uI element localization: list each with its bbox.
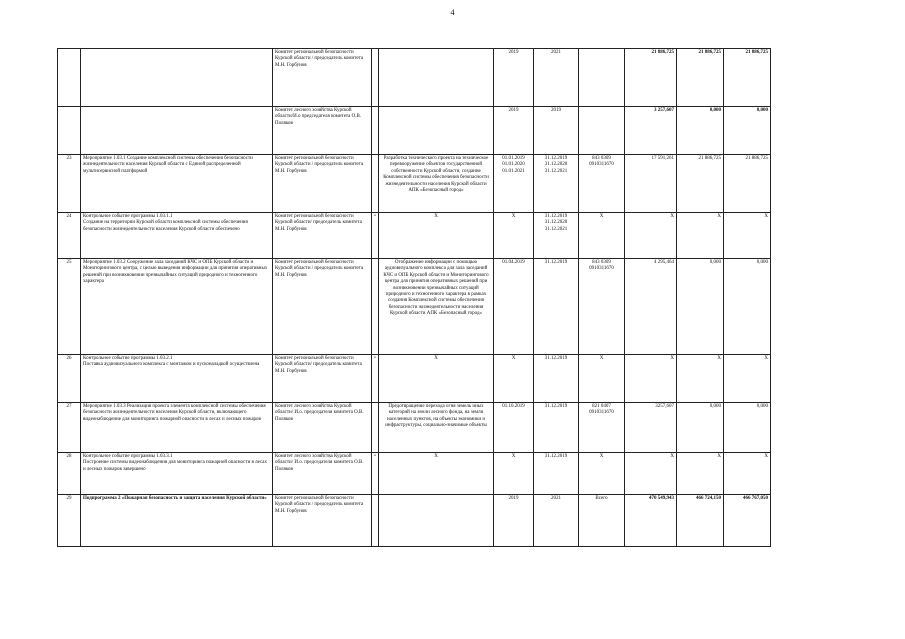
- event-name: Подпрограмма 2 «Пожарная безопасность и защита населения Курской области»: [81, 495, 273, 547]
- start-date: 2019: [494, 495, 534, 547]
- budget-code: Всего: [579, 495, 625, 547]
- value-2019: X: [625, 213, 677, 259]
- responsible-executor: Комитет лесного хозяйства Курской области/И.о председателя комитета О.В. Поляков: [273, 107, 372, 155]
- program-table: [57, 48, 771, 547]
- budget-code: 843 0309 0910311670: [579, 259, 625, 355]
- event-name: Мероприятие 1.03.3 Реализация проекта элемента комплексной системы обеспечения безопасности жизнедеятельности населения Курской области, включающего видеонаблюдение для мониторинга пожарной опасности в лесах и лесных пожаров: [81, 403, 273, 453]
- end-date: 31.12.2019: [534, 259, 579, 355]
- end-date: 31.12.2019: [534, 355, 579, 403]
- value-2021: 0,000: [724, 259, 771, 355]
- value-2019: X: [625, 453, 677, 495]
- expected-result: [379, 49, 494, 107]
- budget-code: X: [579, 213, 625, 259]
- start-date: X: [494, 453, 534, 495]
- value-2020: 21 886,725: [677, 155, 724, 213]
- responsible-executor: Комитет лесного хозяйства Курской области/ И.о. председателя комитета О.В. Поляков: [273, 403, 372, 453]
- row-number: 23: [58, 155, 81, 213]
- event-name: Мероприятие 1.03.2 Сооружение зала заседаний КЧС и ОПБ Курской области и Мониторингового центра, с целью выведения информации для принятия оперативных решений при возникновении чрезвычайных ситуаций природного и техногенного характера: [81, 259, 273, 355]
- row-number: 26: [58, 355, 81, 403]
- end-date: 31.12.2019: [534, 453, 579, 495]
- value-2019: 470 549,943: [625, 495, 677, 547]
- budget-code: X: [579, 355, 625, 403]
- responsible-executor: Комитет региональной безопасности Курской области / председатель комитета М.Н. Горбунов: [273, 495, 372, 547]
- value-2019: X: [625, 355, 677, 403]
- value-2020: 0,000: [677, 107, 724, 155]
- value-2020: 21 886,725: [677, 49, 724, 107]
- value-2020: X: [677, 355, 724, 403]
- event-name: Контрольное событие программы 1.03.3.1 Построение системы видеонаблюдения для мониторинга пожарной опасности в лесах и лесных пожаров завершено: [81, 453, 273, 495]
- end-date: 2021: [534, 495, 579, 547]
- control-mark: •: [372, 453, 379, 495]
- event-name: [81, 49, 273, 107]
- expected-result: X: [379, 213, 494, 259]
- table-row: [58, 453, 771, 495]
- table-row: [58, 49, 771, 107]
- value-2019: 4 295,464: [625, 259, 677, 355]
- table-row: [58, 155, 771, 213]
- value-2021: 0,000: [724, 107, 771, 155]
- value-2021: 0,000: [724, 403, 771, 453]
- event-name: [81, 107, 273, 155]
- row-number: 24: [58, 213, 81, 259]
- control-mark: •: [372, 213, 379, 259]
- value-2020: X: [677, 213, 724, 259]
- value-2019: 3257,607: [625, 403, 677, 453]
- table-row: [58, 213, 771, 259]
- control-mark: [372, 495, 379, 547]
- event-name: Контрольное событие программы 1.03.1.1 Создание на территории Курской области комплексной системы обеспечения безопасности жизнедеятельности населения Курской области обеспечено: [81, 213, 273, 259]
- budget-code: X: [579, 453, 625, 495]
- start-date: 01.04.2019: [494, 259, 534, 355]
- row-number: 29: [58, 495, 81, 547]
- value-2019: 3 257,607: [625, 107, 677, 155]
- end-date: 31.12.2019 31.12.2020 31.12.2021: [534, 213, 579, 259]
- end-date: 2021: [534, 49, 579, 107]
- value-2019: 17 591,261: [625, 155, 677, 213]
- control-mark: •: [372, 355, 379, 403]
- expected-result: [379, 107, 494, 155]
- end-date: 31.12.2019: [534, 403, 579, 453]
- value-2021: X: [724, 213, 771, 259]
- expected-result: Отображение информации с помощью аудиовизуального комплекса для зала заседаний КЧС и ОПБ Курской области и Мониторингового центра для принятия оперативных решений при возникновении чрезвычайных ситуаций природного и техногенного характера в рамках создания Комплексной системы обеспечения безопасности жизнедеятельности населения Курской области АПК «Безопасный город»: [379, 259, 494, 355]
- responsible-executor: Комитет региональной безопасности Курской области / председатель комитета М.Н. Горбунов: [273, 259, 372, 355]
- table-row: [58, 107, 771, 155]
- control-mark: [372, 155, 379, 213]
- expected-result: X: [379, 453, 494, 495]
- page-number: 4: [450, 8, 455, 17]
- end-date: 31.12.2019 31.12.2020 31.12.2021: [534, 155, 579, 213]
- responsible-executor: Комитет региональной безопасности Курской области/ председатель комитета М.Н. Горбунов: [273, 213, 372, 259]
- start-date: 2019: [494, 107, 534, 155]
- value-2020: 466 724,150: [677, 495, 724, 547]
- value-2020: 0,000: [677, 403, 724, 453]
- value-2019: 21 886,725: [625, 49, 677, 107]
- expected-result: Предотвращение перехода огня земель иных категорий на земли лесного фонда, на земли населенных пунктов, на объекты экономики и инфраструктуры, социально-значимые объекты: [379, 403, 494, 453]
- row-number: [58, 107, 81, 155]
- control-mark: [372, 49, 379, 107]
- value-2021: X: [724, 453, 771, 495]
- expected-result: Разработка технического проекта на техническое перевооружение объектов государственной собственности Курской области, создание Комплексной системы обеспечения безопасности жизнедеятельности населения Курской области АПК «Безопасный город»: [379, 155, 494, 213]
- start-date: X: [494, 355, 534, 403]
- row-number: 28: [58, 453, 81, 495]
- start-date: 01.10.2019: [494, 403, 534, 453]
- responsible-executor: Комитет региональной безопасности Курской области / председатель комитета М.Н. Горбунов: [273, 49, 372, 107]
- end-date: 2019: [534, 107, 579, 155]
- row-number: 25: [58, 259, 81, 355]
- start-date: 2019: [494, 49, 534, 107]
- budget-code: [579, 107, 625, 155]
- start-date: X: [494, 213, 534, 259]
- budget-code: 821 0407 0910311670: [579, 403, 625, 453]
- control-mark: [372, 259, 379, 355]
- responsible-executor: Комитет региональной безопасности Курской области/ председатель комитета М.Н. Горбунов: [273, 355, 372, 403]
- value-2020: 0,000: [677, 259, 724, 355]
- event-name: Контрольное событие программы 1.03.2.1 Поставка аудиовизуального комплекса с монтажом и пусконаладкой осуществлена: [81, 355, 273, 403]
- table-row: [58, 403, 771, 453]
- event-name: Мероприятие 1.03.1 Создание комплексной системы обеспечения безопасности жизнедеятельности населения Курской области с Единой распределенной мультисервисной платформой: [81, 155, 273, 213]
- value-2021: 21 886,725: [724, 49, 771, 107]
- table-row: [58, 495, 771, 547]
- responsible-executor: Комитет региональной безопасности Курской области / председатель комитета М.Н. Горбунов: [273, 155, 372, 213]
- control-mark: [372, 403, 379, 453]
- budget-code: 843 0309 0910311670: [579, 155, 625, 213]
- budget-code: [579, 49, 625, 107]
- value-2020: X: [677, 453, 724, 495]
- table-row: [58, 259, 771, 355]
- value-2021: X: [724, 355, 771, 403]
- start-date: 01.01.2019 01.01.2020 01.01.2021: [494, 155, 534, 213]
- control-mark: [372, 107, 379, 155]
- table-row: [58, 355, 771, 403]
- expected-result: X: [379, 355, 494, 403]
- row-number: [58, 49, 81, 107]
- value-2021: 466 767,050: [724, 495, 771, 547]
- responsible-executor: Комитет лесного хозяйства Курской области/ И.о. председателя комитета О.В. Поляков: [273, 453, 372, 495]
- row-number: 27: [58, 403, 81, 453]
- expected-result: [379, 495, 494, 547]
- value-2021: 21 886,725: [724, 155, 771, 213]
